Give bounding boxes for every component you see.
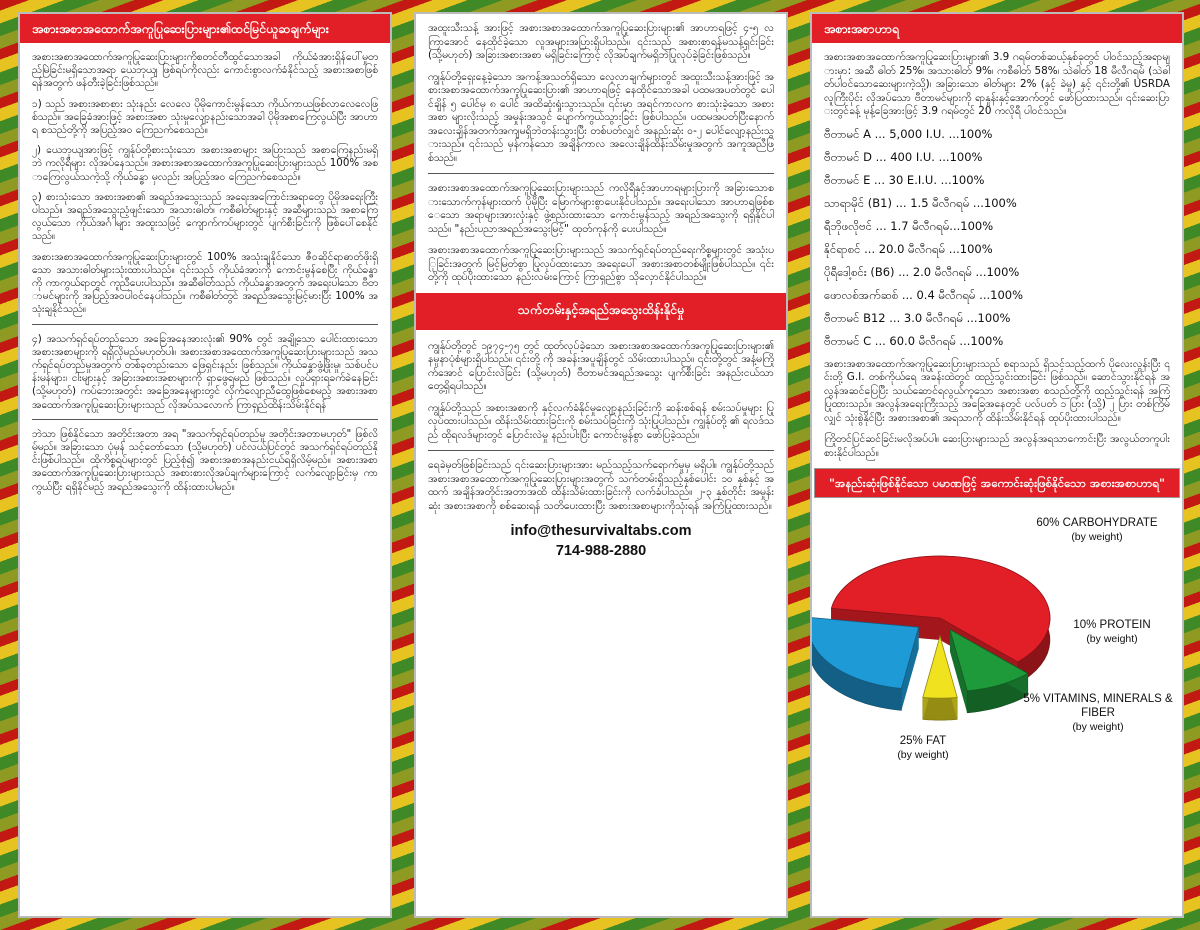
paragraph: ၂) ယေဘုယျအားဖြင့် ကျွန်ုပ်တို့စားသုံးသော အစားအစာများ အပြားသည် အစာကြေနည်းမရှိဘဲ ကလိုရီများ လိုအပ်နေသည်။ အစားအစာအထောက်အကူပြုဆေးပြားများသည် 100% အစာကြေလွယ်သကဲ့သို့ ကိုယ်ခန္ဓာ မှလည်း အပြည့်အဝ ကြေညက်စေသည်။: [32, 144, 378, 183]
paragraph: ကျွန်ုပ်တို့ရှေးနေ့ခဲ့သော အကန့်အသတ်ရှိသော လေ့လာချက်များတွင် အထူးသီးသန့်အားဖြင့် အစားအစာအထောက်အကူပြုဆေးပြား၏ အာဟာရဖြင့် နေထိုင်သောအခါ ပထမအပတ်တွင် ပေါင်ချိန် ၅ ပေါင်မှ ၈ ပေါင် အထိဆုံးရှုံးသွားသည်။ ၎င်းမှာ အရင်ကာလက စားသုံးခဲ့သော အစားအစာ များလိုးသည့် အမှုန်းအသွင် ပျောက်ကွယ်သွားခြင်း ဖြစ်ပါသည်။ ပထမအပတ်ပြီးနောက် အလေးချိန်အတက်အကျမရှိဘဲတန်းသွားပြီး တစ်ပတ်လျှင် အနည်းဆုံး ၀-၂ ပေါင်လျော့နည်းသွားသည်။ ၎င်းသည် မှန်ကန်သော အချိန်ကာလ အလေးချိန်ထိန်းသိမ်းမှုအတွက် အကူအညီဖြစ်သည်။: [428, 70, 774, 164]
panel-left: [18, 12, 392, 918]
panel-left-title: အစားအစာအထောက်အကူပြုဆေးပြားများ၏ထင်မြင်ယူဆချက်များ: [20, 14, 390, 43]
list-item: ပိုရီဒေါ့စင်း (B6) ... 2.0 မီလီဂရမ် ...100%: [824, 264, 1020, 279]
paragraph: ကျွန်ုပ်တို့တွင် ၁၉၇၄-၇၅ တွင် ထုတ်လုပ်ခဲ့သော အစားအစာအထောက်အကူပြုဆေးပြားများ၏ နမူနာပုံစံများရှိပါသည်။ ၎င်းတို့ ကို အခန်းအပူချိန်တွင် သိမ်းထားပါသည်။ ၎င်းတို့တွင် အနံ့မကြိုက်အောင် ပြောင်းလဲခြင်း (သို့မဟုတ်) ဗီတာမင်အရည်အသွေး ပျက်စီးခြင်း အနည်းငယ်သာ တွေ့ရှိရပါသည်။: [428, 339, 774, 392]
paragraph: အစားအစာအထောက်အကူပြုဆေးပြားများကိုစတင်တီထွင်သောအခါ ကိုယ်ခံအားရှိန်ပေါ်မှုတည်မြဲခြင်းမရှိသောအရာ ယေဘုယျ ဖြစ်ရပ်ကိုလည်း ကောင်းစွာလက်ခံနိုင်သည့် အစားအစာဖြစ်ရန်အတွက် ဖန်တီးခဲ့ခြင်းဖြစ်သည်။: [32, 51, 378, 90]
chart-label-carbohydrate: [1012, 516, 1182, 544]
chart-label-protein: [1052, 618, 1172, 646]
paragraph: အစားအစာအထောက်အကူပြုဆေးပြားများသည် စရာသည် ရှိသင့်သည့်ထက် ပိုလေးလွန်းပြီး ၎င်းတို့ G.I. တစ်ကိုယ်ရေ အခန်းထဲတွင် ထည့်သွင်းထားခြင်း ဖြစ်သည်။ ဆောင်သွားနိုင်ရန် အလွန်အဆင်ပြေပြီး သယ်ဆောင်ရလွယ်ကူသော အစားအစာ စသည်တို့ကို ထည့်သွင်းရန် အကြံပြုထားသည်။ အလွန်အရေးကြီးသည့် အခြေအနေတွင် ပလ်ပတ် ၁ ပြား (သို့) ၂ ပြား တစ်ကြိမ်လျှင် သုံးစွဲနိုင်ပြီး အစားအစာ၏ အရသာကို ထိန်းသိမ်းနိုင်ရန် ထုပ်ပိုးထားပါသည်။: [824, 357, 1170, 424]
chart-title: "အနည်းဆုံးဖြစ်နိုင်သော ပမာဏဖြင့် အကောင်းဆုံးဖြစ်နိုင်သော အစားအစာဟာရ": [814, 468, 1180, 498]
list-item: သာရာမိုင် (B1) ... 1.5 မီလီဂရမ် ...100%: [824, 195, 1017, 210]
chart-label-text: 10% PROTEIN: [1073, 619, 1151, 631]
vitamin-list: [824, 127, 1170, 348]
list-item: ဗီတာမင် A ... 5,000 I.U. ...100%: [824, 126, 993, 141]
paragraph: ဘဲသာ ဖြစ်နိုင်သော အတိုင်းအတာ အရ "အသက်ရှင်ရပ်တည်မှု အတိုင်းအတာမဟုတ်" ဖြစ်လိမ့်မည်။ အခြားသော ပုံမှန် သင့်တော်သော (သို့မဟုတ်) ပင်လယ်ပြင်တွင် အသက်ရှင်ရပ်တည်နိုင်းဖြစ်ပါသည်။ ထိုကိစ္စရပ်များတွင် ပြည့်စုံ၍ အစားအစာအနည်းငယ်ရရှိလိမ့်မည်။ အစားအစာအထောက်အကူပြုဆေးပြားများသည် အစားစားလိုအပ်ချက်များကြောင့် လက်လျော့ခြင်းမှ ကာကွယ်ပြီး ရရှိနိုင်မည့် အရည်အသွေးကို ထိန်းထားပါမည်။: [32, 427, 378, 493]
list-item: ဗီတာမင် E ... 30 E.I.U. ...100%: [824, 172, 985, 187]
panel-middle: [414, 12, 788, 918]
chart-label-vitamins: [1020, 692, 1176, 734]
contact-block: [428, 521, 774, 561]
paragraph: အထူးသီးသန့် အားဖြင့် အစားအစာအထောက်အကူပြုဆေးပြားများ၏ အာဟာရဖြင့် ၄-၅ လ ကြာအောင် နေထိုင်ခဲ့သော လူအများအပြားရှိပါသည်။ ၎င်းသည် အစားစာရန်မသန့်ရှင်းခြင်း (သို့မဟုတ်) အခြားအစားအစာ မရှိခြင်းကြောင့် လိုအပ်ချက်မရှိဘဲပြုလုပ်ခဲ့ခြင်းဖြစ်သည်။: [428, 22, 774, 61]
pie-chart: [812, 498, 1182, 788]
divider: [32, 419, 378, 420]
list-item: ဖောလစ်အက်ဆစ် ... 0.4 မီလီဂရမ် ...100%: [824, 287, 1024, 302]
paragraph: ရေခဲမှတ်ဖြစ်ခြင်းသည် ၎င်းဆေးပြားများအား မည်သည့်သက်ရောက်မှုမှ မရှိပါ။ ကျွန်ုပ်တို့သည် အစားအစာအထောက်အကူပြုဆေးပြားများအတွက် သက်တမ်းရှိသည့်နှစ်ပေါင်း ၁၀ နှစ်နှင့် အထက် အချိန်အတိုင်းအတာအထိ ထိန်းသိမ်းထားခြင်းကို လက်ခံပါသည်။ ၂-၃ နှစ်တိုင်း အမှုန်းဆုံး အစားအစာကို စစ်ဆေးရန် သတိပေးထားပြီး အစားအစာများကိုသုံးရန် အကြံပြုထားသည်။: [428, 459, 774, 512]
chart-label-sub: (by weight): [1072, 721, 1124, 733]
nutrition-intro: အစားအစာအထောက်အကူပြုဆေးပြားများ၏ 3.9 ဂရမ်တစ်ဆယ့်နှစ်ခုတွင် ပါဝင်သည့်အရာများမှာ: အဆီ ဓါတ် 25%၊ အသားဓါတ် 9%၊ ကစီဓါတ် 58%၊ သဲဓါတ် 18 မီလီဂရမ် (သဲဓါတ်ပါဝင်သောဆေးများကဲ့သို့)၊ အခြားသော ဓါတ်များ 2% (နှင့် ခဲမှု) နှင့် ၎င်းတို့၏ USRDA လူကြီးပိုင်း လိုအပ်သော ဗီတာမင်များကို ရာနှုန်းနှင့်အောက်တွင် ဖော်ပြထားသည်။ ၎င်းဆေးပြားတွင်ခန့် မုန့်ခြေအားဖြင့် 3.9 ဂရမ်တွင် 20 ကလိုရီ ပါဝင်သည်။: [824, 51, 1170, 117]
chart-label-text: 25% FAT: [899, 735, 947, 747]
chart-label-sub: (by weight): [1086, 633, 1138, 645]
panel-middle-body: [416, 14, 786, 561]
paragraph: ၁) သည် အစားအစာစား သုံးနည်း လေလေ ပိုမိုကောင်းမွန်သော ကိုယ်ကာယဖြစ်လာလေလေဖြစ်သည်။ အခြေခံအားဖြင့် အစားအစာ သုံးမှုလျော့နည်းသောအခါ ပိုမိုအစာကြေလွယ်ပြီး အာဟာရ စသည်တို့ကို အပြည့်အဝ ကြေညက်စေသည်။: [32, 97, 378, 137]
divider: [428, 173, 774, 174]
panel-right-title: အစားအစာဟာရ: [812, 14, 1182, 43]
list-item: နိုင်ရာစင် ... 20.0 မီလီဂရမ် ...100%: [824, 241, 993, 256]
list-item: ဗီတာမင် B12 ... 3.0 မီလီဂရမ် ...100%: [824, 310, 1011, 325]
panel-left-body: [20, 43, 390, 494]
paragraph: ၄) အသက်ရှင်ရပ်တည်သော အခြေအနေအားလုံး၏ 90% တွင် အချို့သော ပေါင်းထားသော အစားအစာများကို ရရှိလိုမည်မဟုတ်ပါ။ အစားအစာအထောက်အကူပြုဆေးပြားများသည် အသက်ရှင်ရပ်တည်မှုအတွက် တစ်ခုတည်းသော ဖြေရှင်းနည်း ဖြစ်သည်။ ကိုယ်ခန္ဓာဖွံ့ဖြိုးမှု၊ သစ်ပင်ပန်းမန်များ၊ ငါးများနှင့် အခြားအစားအစာများကို ရှာဖွေရမည် ဖြစ်သည်။ လှုပ်ရှားရခက်ခဲနေခြင်း (သို့မဟုတ်) ကပ်ဘေးအတွင်း အခြေအနေများတွင် လိုက်လျောညီထွေဖြစ်စေမည့် အစားအစာအထောက်အကူပြုဆေးပြားများသည် လိုအပ်သလောက် ကြာရှည်ထိန်းသိမ်းနိုင်ရန်: [32, 332, 378, 411]
paragraph: ကျွန်ုပ်တို့သည် အစားအစာကို နှင့်လက်ခံနိုင်မှုလျော့နည်းခြင်းကို ဆန်းစစ်ရန် စမ်းသပ်မှုများ ပြုလုပ်ထားပါသည်။ ထိန်းသိမ်းထားခြင်းကို စမ်းသပ်ခြင်းကို သုံးပြုပါသည်။ ကျွန်ုပ်တို့ ၏ ရလဒ်သည် ထိုရလဒ်များတွင် ပြောင်းလဲမှု နည်းပါးပြီး ကောင်းမွန်စွာ ဖော်ပြခဲ့သည်။: [428, 401, 774, 441]
panel-right: [810, 12, 1184, 918]
chart-label-sub: (by weight): [897, 749, 949, 761]
paragraph: အစားအစာအထောက်အကူပြုဆေးပြားများတွင် 100% အသုံးချနိုင်သော ဇီဝဆိုင်ရာဓာတ်ဖိုးရှိသော အသားဓါတ်များသုံးထားပါသည်။ ၎င်းသည် ကိုယ်ခံအားကို ကောင်းမွန်စေပြီး ကိုယ်ခန္ဓာကို ကာကွယ်ရာတွင် ကူညီပေးပါသည်။ အဆီဓါတ်သည် ကိုယ်ခန္ဓာအတွက် အရေးပါသော ဗီတာမင်များကို အပြည့်အဝပါဝင်နေပါသည်။ ကစီဓါတ်တွင် အရည်အသွေးမြင့်မားပြီး 100% အသုံးချနိုင်သည်။: [32, 250, 378, 316]
paragraph: အစားအစာအထောက်အကူပြုဆေးပြားများသည် ကလိုရီနှင့်အာဟာရများပြားကို အခြားသောစားသောက်ကုန်များထက် ပိုမိုပြီး မြောက်များစွာပေးနိုင်ပါသည်။ အရေးပါသော အာဟာရဖြစ်စေသော အရာများအားလုံးနှင့် ဖွဲ့စည်းထားသော ကောင်းမွန်သည့် အရည်အသွေးကို ရရှိနိုင်ပါသည်။ "နည်းပညာအရည်အသွေးမြင့်" ထုတ်ကုန်ကို ပေးပါသည်။: [428, 182, 774, 235]
list-item: ရီဘိုဖလိုဗင် ... 1.7 မီလီဂရမ်...100%: [824, 218, 994, 233]
contact-email-link[interactable]: info@thesurvivaltabs.com: [510, 523, 692, 539]
panel-right-body: [812, 43, 1182, 788]
divider: [32, 324, 378, 325]
contact-phone: 714-988-2880: [555, 543, 647, 559]
chart-label-text: 5% VITAMINS, MINERALS & FIBER: [1023, 693, 1173, 719]
divider: [428, 450, 774, 451]
chart-label-sub: (by weight): [1071, 531, 1123, 543]
shelf-life-heading: သက်တမ်းနှင့်အရည်အသွေးထိန်းနိုင်မှု: [416, 293, 786, 330]
chart-label-fat: [868, 734, 978, 762]
list-item: ဗီတာမင် D ... 400 I.U. ...100%: [824, 149, 983, 164]
list-item: ဗီတာမင် C ... 60.0 မီလီဂရမ် ...100%: [824, 333, 1004, 348]
chart-label-text: 60% CARBOHYDRATE: [1036, 517, 1158, 529]
paragraph: ၃) စားသုံးသော အစားအစာ၏ အရည်အသွေးသည် အရေးအကြောင်းအရာတွေ ပိုမိုအရေးကြီးပါသည်။ အရည်အသွေးညံ့ဖျင်းသော အသားဓါတ်၊ ကစီဓါတ်များနှင့် အဆီများသည် အစာကြေလွယ်သော ကိုယ်အင်္ဂါများ အထူးသဖြင့် ကျောက်ကပ်များတွင် ပျက်စီးခြင်းကို ဖြစ်ပေါ်စေနိုင်သည်။: [32, 190, 378, 243]
paragraph: ကြိုတင်ပြင်ဆင်ခြင်းမလိုအပ်ပါ။ ဆေးပြားများသည် အလွန်အရသာကောင်းပြီး အလွယ်တကူပါးစားနိုင်ပါသည်။: [824, 433, 1170, 459]
paragraph: အစားအစာအထောက်အကူပြုဆေးပြားများသည် အသက်ရှင်ရပ်တည်ရေးကိစ္စများတွင် အသုံးပြုခြင်းအတွက် မြင့်မြတ်စွာ ပြုလုပ်ထားသော အရေးပေါ် အစားအစာတစ်မျိုးဖြစ်ပါသည်။ ၎င်းတို့ကို ထုပ်ပိုးထားသော နည်းလမ်းကြောင့် ကြာရှည်စွာ သိုလှောင်နိုင်ပါသည်။: [428, 244, 774, 283]
